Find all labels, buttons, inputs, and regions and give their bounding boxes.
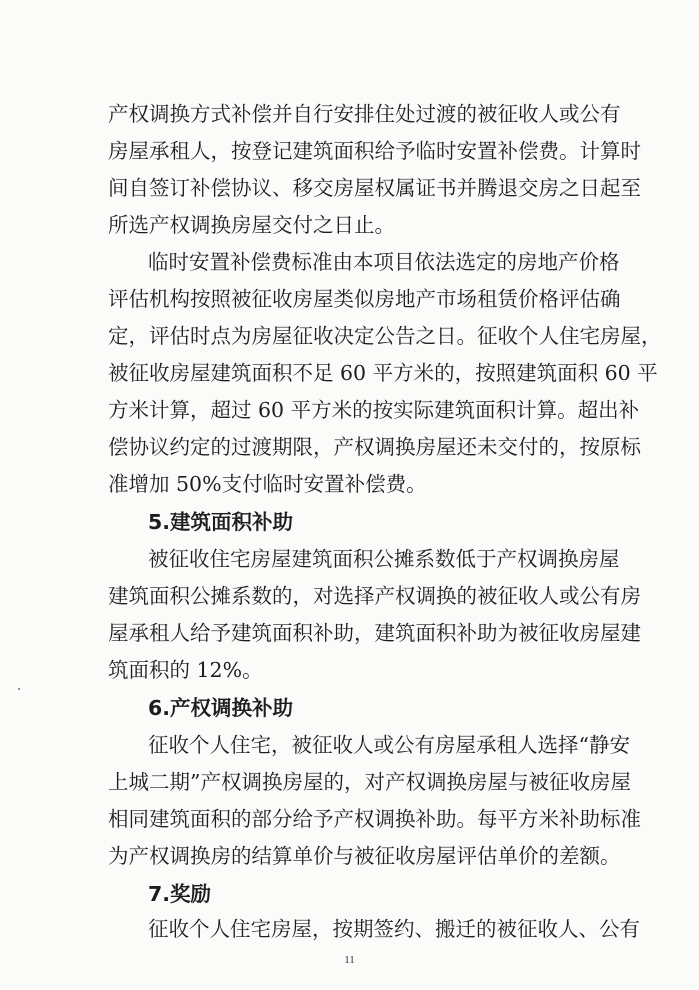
text-line: 产权调换方式补偿并自行安排住处过渡的被征收人或公有 <box>108 102 621 126</box>
text-line: 评估机构按照被征收房屋类似房地产市场租赁价格评估确 <box>108 287 621 311</box>
section-heading: 5.建筑面积补助 <box>148 510 294 534</box>
text-line: 方米计算，超过 60 平方米的按实际建筑面积计算。超出补 <box>108 398 640 422</box>
page-number: 11 <box>344 954 355 966</box>
text-line: 间自签订补偿协议、移交房屋权属证书并腾退交房之日起至 <box>108 176 641 200</box>
text-line: 定，评估时点为房屋征收决定公告之日。征收个人住宅房屋， <box>108 324 662 348</box>
section-heading: 6.产权调换补助 <box>148 696 294 720</box>
text-line: 临时安置补偿费标准由本项目依法选定的房地产价格 <box>148 250 620 274</box>
text-line: 筑面积的 12%。 <box>108 658 263 682</box>
text-line: 相同建筑面积的部分给予产权调换补助。每平方米补助标准 <box>108 807 641 831</box>
text-line: 上城二期”产权调换房屋的，对产权调换房屋与被征收房屋 <box>108 770 631 794</box>
text-line: 房屋承租人，按登记建筑面积给予临时安置补偿费。计算时 <box>108 139 641 163</box>
text-line: 建筑面积公摊系数的，对选择产权调换的被征收人或公有房 <box>108 584 641 608</box>
text-line: 被征收房屋建筑面积不足 60 平方米的，按照建筑面积 60 平 <box>108 361 658 385</box>
text-line: 被征收住宅房屋建筑面积公摊系数低于产权调换房屋 <box>148 547 620 571</box>
text-line: 屋承租人给予建筑面积补助，建筑面积补助为被征收房屋建 <box>108 621 641 645</box>
scan-speck <box>18 688 20 690</box>
text-line: 准增加 50%支付临时安置补偿费。 <box>108 472 427 496</box>
section-heading: 7.奖励 <box>148 882 212 906</box>
text-line: 征收个人住宅房屋，按期签约、搬迁的被征收人、公有 <box>148 917 640 941</box>
text-line: 为产权调换房的结算单价与被征收房屋评估单价的差额。 <box>108 844 621 868</box>
text-line: 征收个人住宅，被征收人或公有房屋承租人选择“静安 <box>148 733 630 757</box>
text-line: 偿协议约定的过渡期限，产权调换房屋还未交付的，按原标 <box>108 435 641 459</box>
text-line: 所选产权调换房屋交付之日止。 <box>108 213 395 237</box>
